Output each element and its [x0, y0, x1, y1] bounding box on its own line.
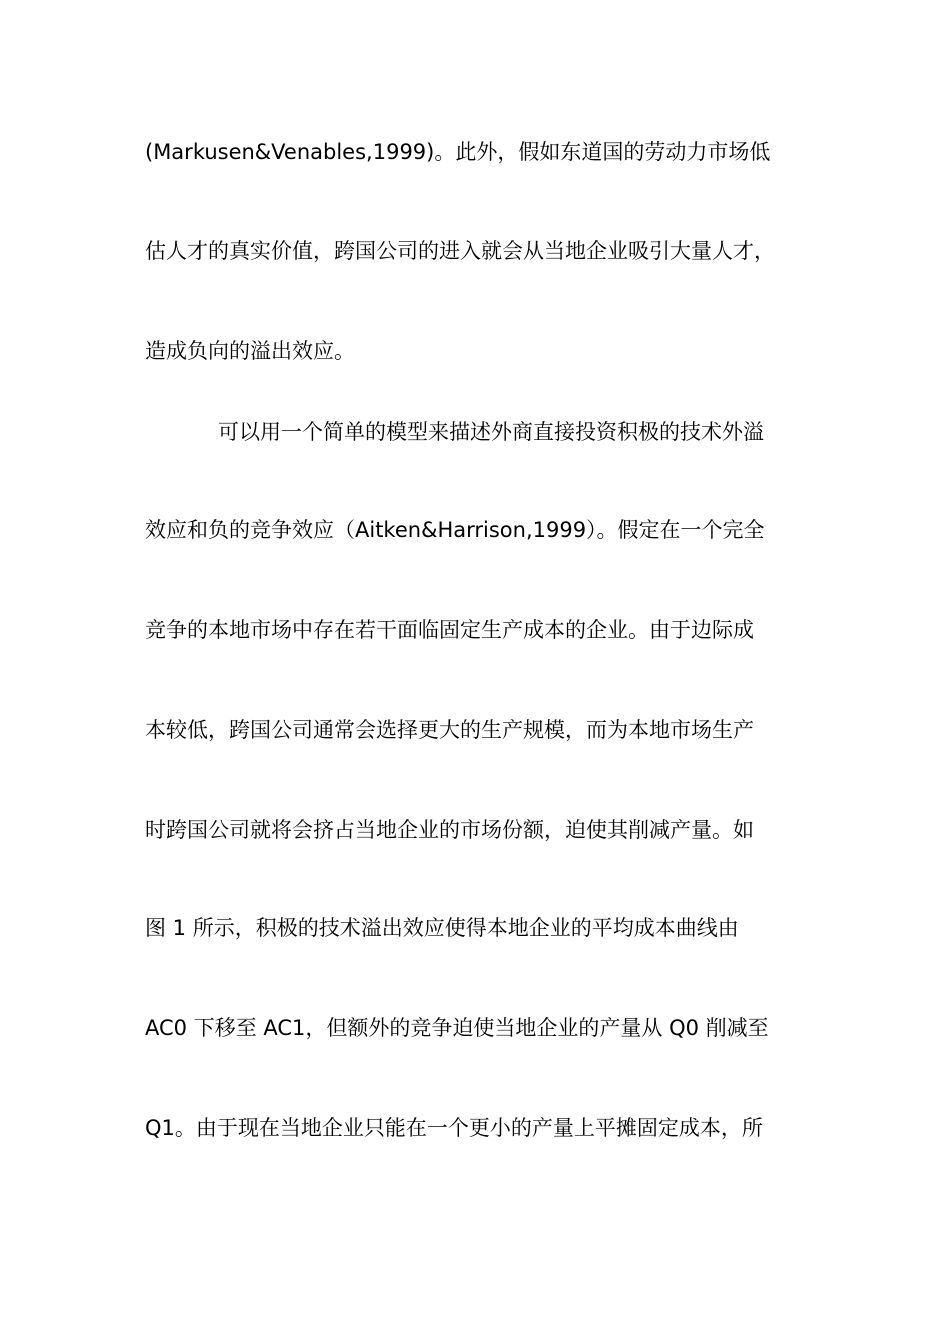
text-line-2: 估人才的真实价值，跨国公司的进入就会从当地企业吸引大量人才， — [145, 239, 775, 263]
text-line-6: 竞争的本地市场中存在若干面临固定生产成本的企业。由于边际成 — [145, 618, 754, 642]
text-line-8: 时跨国公司就将会挤占当地企业的市场份额，迫使其削减产量。如 — [145, 818, 754, 842]
text-line-3: 造成负向的溢出效应。 — [145, 339, 355, 363]
text-line-10: AC0 下移至 AC1，但额外的竞争迫使当地企业的产量从 Q0 削减至 — [145, 1016, 769, 1040]
text-line-5: 效应和负的竞争效应（Aitken&Harrison,1999）。假定在一个完全 — [145, 518, 765, 542]
text-line-11: Q1。由于现在当地企业只能在一个更小的产量上平摊固定成本，所 — [145, 1116, 763, 1140]
text-line-9: 图 1 所示，积极的技术溢出效应使得本地企业的平均成本曲线由 — [145, 916, 739, 940]
text-line-4-paragraph-start: 可以用一个简单的模型来描述外商直接投资积极的技术外溢 — [218, 420, 764, 444]
text-line-1: (Markusen&Venables,1999)。此外，假如东道国的劳动力市场低 — [145, 140, 771, 164]
text-line-7: 本较低，跨国公司通常会选择更大的生产规模，而为本地市场生产 — [145, 718, 754, 742]
